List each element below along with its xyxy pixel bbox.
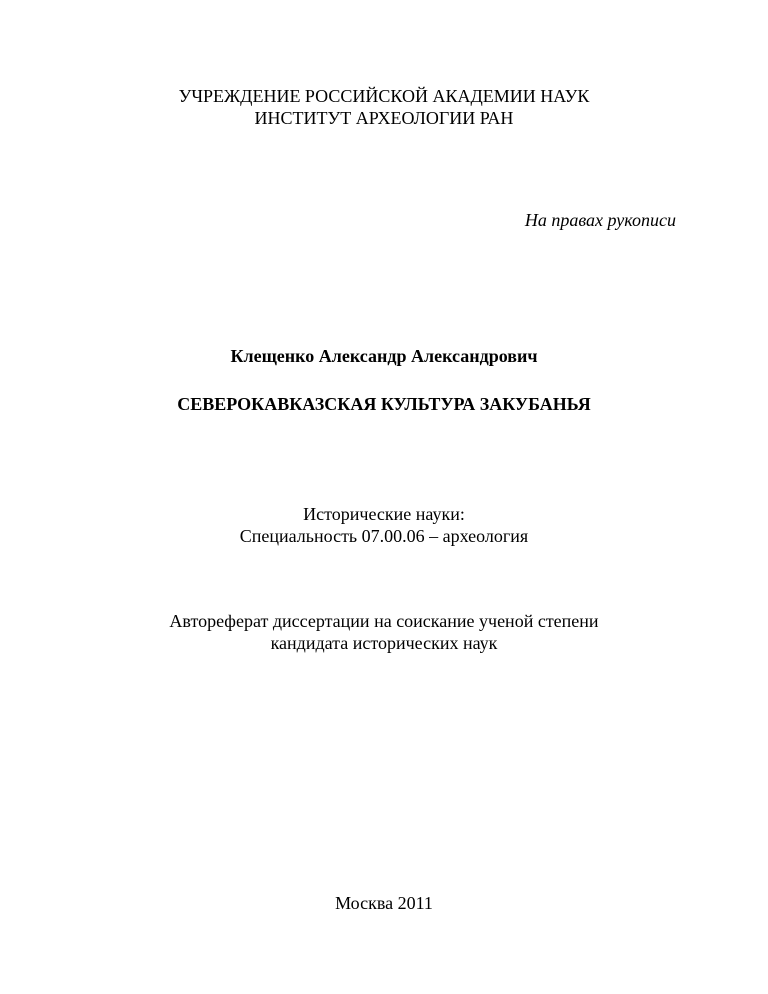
specialty-code: Специальность 07.00.06 – археология xyxy=(239,526,529,546)
degree-description: кандидата исторических наук xyxy=(270,633,498,653)
city-year: Москва 2011 xyxy=(335,893,433,913)
institution-name: УЧРЕЖДЕНИЕ РОССИЙСКОЙ АКАДЕМИИ НАУК xyxy=(178,86,590,106)
dissertation-title: СЕВЕРОКАВКАЗСКАЯ КУЛЬТУРА ЗАКУБАНЬЯ xyxy=(177,394,591,414)
institute-name: ИНСТИТУТ АРХЕОЛОГИИ РАН xyxy=(254,108,514,128)
manuscript-rights-note: На правах рукописи xyxy=(524,210,676,230)
science-field: Исторические науки: xyxy=(303,504,465,524)
abstract-description: Автореферат диссертации на соискание ученой степени xyxy=(169,611,599,631)
author-name: Клещенко Александр Александрович xyxy=(230,346,538,366)
